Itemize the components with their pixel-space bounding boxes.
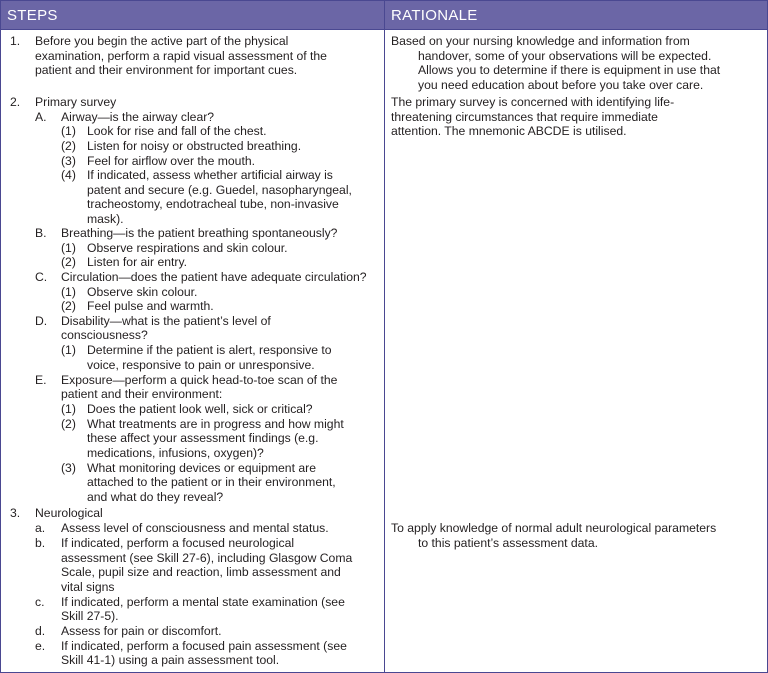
item-text: Scale, pupil size and reaction, limb assessment and — [61, 565, 341, 579]
rationale-text: handover, some of your observations will be expected. — [418, 49, 712, 63]
substep-letter: C. — [35, 270, 48, 284]
item-number: (2) — [61, 255, 76, 269]
substep-heading: Breathing—is the patient breathing spontaneously? — [61, 226, 338, 240]
substep-heading: Circulation—does the patient have adequate circulation? — [61, 270, 367, 284]
rationale-text: attention. The mnemonic ABCDE is utilised. — [391, 124, 627, 138]
item-number: (1) — [61, 343, 76, 357]
rationale-text: you need education about before you take over care. — [418, 78, 704, 92]
substep-heading: consciousness? — [61, 328, 148, 342]
item-text: Assess for pain or discomfort. — [61, 624, 222, 638]
item-text: If indicated, assess whether artificial airway is — [87, 168, 333, 182]
item-text: tracheostomy, endotracheal tube, non-invasive — [87, 197, 339, 211]
substep-heading: Exposure—perform a quick head-to-toe scan of the — [61, 373, 338, 387]
substep-letter: E. — [35, 373, 47, 387]
item-number: (3) — [61, 154, 76, 168]
rationale-text: Based on your nursing knowledge and information from — [391, 34, 690, 48]
item-number: c. — [35, 595, 45, 609]
item-text: and what do they reveal? — [87, 490, 224, 504]
substep-letter: B. — [35, 226, 47, 240]
item-text: Determine if the patient is alert, responsive to — [87, 343, 332, 357]
item-number: (1) — [61, 124, 76, 138]
item-text: Feel for airflow over the mouth. — [87, 154, 255, 168]
item-text: Listen for air entry. — [87, 255, 188, 269]
item-text: If indicated, perform a mental state examination (see — [61, 595, 345, 609]
item-text: Does the patient look well, sick or critical? — [87, 402, 313, 416]
step-text: examination, perform a rapid visual assessment of the — [35, 49, 327, 63]
item-text: What monitoring devices or equipment are — [87, 461, 316, 475]
substep-heading: Airway—is the airway clear? — [61, 110, 215, 124]
item-number: (2) — [61, 139, 76, 153]
substep-letter: A. — [35, 110, 47, 124]
step-text: Before you begin the active part of the physical — [35, 34, 289, 48]
step-text: patient and their environment for important cues. — [35, 63, 298, 77]
item-number: (1) — [61, 285, 76, 299]
rationale-text: To apply knowledge of normal adult neurological parameters — [391, 521, 717, 535]
item-number: (2) — [61, 299, 76, 313]
item-text: Observe respirations and skin colour. — [87, 241, 288, 255]
item-text: If indicated, perform a focused pain assessment (see — [61, 639, 347, 653]
item-text: mask). — [87, 212, 124, 226]
rationale-text: The primary survey is concerned with identifying life- — [391, 95, 675, 109]
item-text: Observe skin colour. — [87, 285, 198, 299]
item-number: (2) — [61, 417, 76, 431]
rationale-text: threatening circumstances that require immediate — [391, 110, 658, 124]
step-number: 2. — [10, 95, 21, 109]
item-text: these affect your assessment findings (e.g. — [87, 431, 319, 445]
substep-heading: Disability—what is the patient’s level of — [61, 314, 271, 328]
item-text: voice, responsive to pain or unresponsive. — [87, 358, 315, 372]
item-number: e. — [35, 639, 46, 653]
item-number: a. — [35, 521, 46, 535]
step-title: Primary survey — [35, 95, 117, 109]
header-divider — [1, 29, 767, 30]
step-number: 3. — [10, 506, 21, 520]
step-title: Neurological — [35, 506, 103, 520]
substep-letter: D. — [35, 314, 48, 328]
item-text: attached to the patient or in their environment, — [87, 475, 336, 489]
column-divider — [384, 1, 385, 672]
rationale-text: to this patient’s assessment data. — [418, 536, 598, 550]
header-steps: STEPS — [7, 7, 58, 24]
item-number: b. — [35, 536, 46, 550]
item-number: (1) — [61, 402, 76, 416]
rationale-text: Allows you to determine if there is equipment in use that — [418, 63, 721, 77]
item-text: Listen for noisy or obstructed breathing. — [87, 139, 302, 153]
item-text: Look for rise and fall of the chest. — [87, 124, 267, 138]
item-text: Assess level of consciousness and mental status. — [61, 521, 329, 535]
item-number: d. — [35, 624, 46, 638]
step-number: 1. — [10, 34, 21, 48]
item-text: Skill 41-1) using a pain assessment tool. — [61, 653, 280, 667]
item-number: (3) — [61, 461, 76, 475]
item-text: Skill 27-5). — [61, 609, 119, 623]
item-number: (4) — [61, 168, 76, 182]
item-number: (1) — [61, 241, 76, 255]
item-text: medications, infusions, oxygen)? — [87, 446, 264, 460]
item-text: Feel pulse and warmth. — [87, 299, 214, 313]
substep-heading: patient and their environment: — [61, 387, 223, 401]
item-text: If indicated, perform a focused neurological — [61, 536, 295, 550]
item-text: vital signs — [61, 580, 115, 594]
item-text: assessment (see Skill 27-6), including Glasgow Coma — [61, 551, 353, 565]
item-text: patent and secure (e.g. Guedel, nasopharyngeal, — [87, 183, 352, 197]
item-text: What treatments are in progress and how might — [87, 417, 344, 431]
header-rationale: RATIONALE — [391, 7, 478, 24]
